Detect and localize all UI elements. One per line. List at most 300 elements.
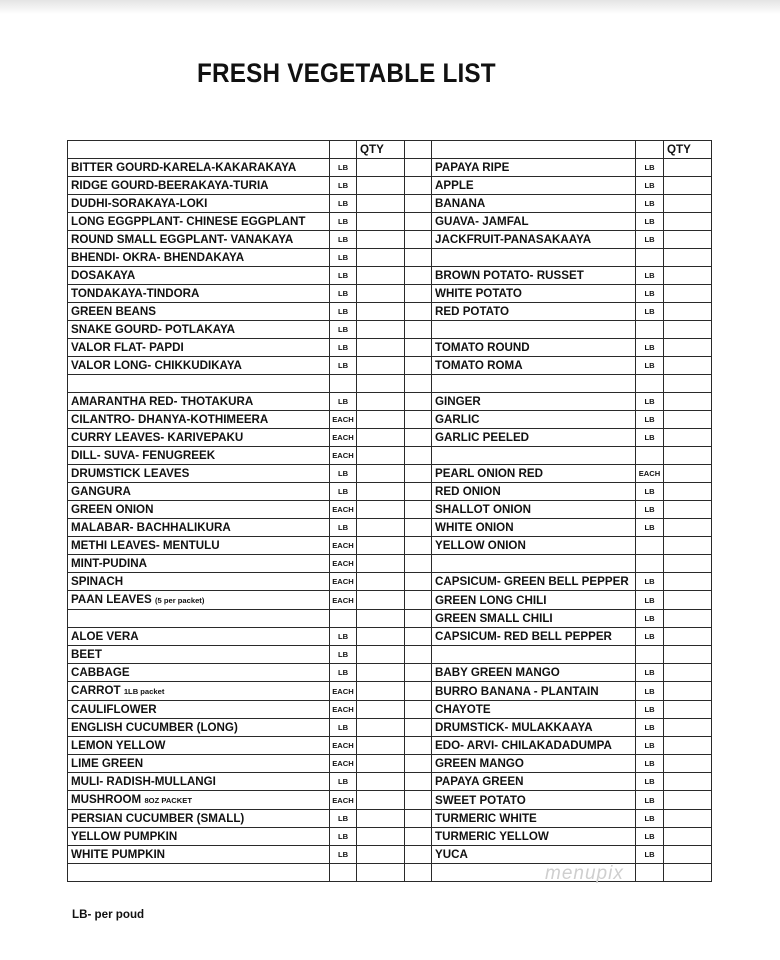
item-name-left (68, 846, 330, 864)
unit-right: LB (636, 573, 664, 591)
unit-left: LB (330, 519, 357, 537)
qty-cell-right[interactable] (664, 628, 712, 646)
item-name-right: APPLE (432, 177, 636, 195)
unit-left: LB (330, 828, 357, 846)
qty-cell-right[interactable] (664, 411, 712, 429)
unit-right: LB (636, 339, 664, 357)
table-row (68, 773, 712, 791)
qty-cell-left[interactable] (357, 177, 405, 195)
item-name-text: BHENDI- OKRA- BHENDAKAYA (71, 251, 245, 264)
header-blank-cell (68, 141, 330, 159)
qty-header-right: QTY (664, 141, 712, 159)
spacer-cell (405, 828, 432, 846)
qty-cell-left[interactable] (357, 828, 405, 846)
table-row (68, 285, 712, 303)
table-row (68, 719, 712, 737)
qty-cell-left[interactable] (357, 231, 405, 249)
spacer-cell (405, 195, 432, 213)
item-name-left (68, 610, 330, 628)
item-name-right: RED ONION (432, 483, 636, 501)
qty-cell-right[interactable] (664, 231, 712, 249)
unit-left: LB (330, 646, 357, 664)
spacer-cell (405, 483, 432, 501)
item-name-right: GARLIC (432, 411, 636, 429)
item-name-text: ENGLISH CUCUMBER (LONG) (71, 721, 238, 734)
item-name-left (68, 755, 330, 773)
qty-cell-left[interactable] (357, 610, 405, 628)
unit-right (636, 447, 664, 465)
item-name-right: TOMATO ROUND (432, 339, 636, 357)
unit-left: LB (330, 303, 357, 321)
qty-cell-left[interactable] (357, 159, 405, 177)
item-name-left (68, 810, 330, 828)
spacer-cell (405, 231, 432, 249)
item-name-text: PAAN LEAVES (71, 593, 152, 606)
qty-cell-left[interactable] (357, 321, 405, 339)
item-name-left (68, 791, 330, 810)
spacer-cell (405, 737, 432, 755)
qty-cell-left[interactable] (357, 810, 405, 828)
unit-right (636, 555, 664, 573)
item-name-left (68, 411, 330, 429)
spacer-cell (405, 267, 432, 285)
qty-cell-right[interactable] (664, 846, 712, 864)
qty-cell-right[interactable] (664, 303, 712, 321)
qty-cell-left[interactable] (357, 737, 405, 755)
unit-left: EACH (330, 537, 357, 555)
table-row (68, 555, 712, 573)
unit-right: LB (636, 483, 664, 501)
item-name-left (68, 267, 330, 285)
unit-right (636, 249, 664, 267)
qty-cell-left[interactable] (357, 393, 405, 411)
unit-right: LB (636, 357, 664, 375)
unit-left: LB (330, 357, 357, 375)
unit-left: LB (330, 213, 357, 231)
unit-left: EACH (330, 755, 357, 773)
item-name-right: BABY GREEN MANGO (432, 664, 636, 682)
item-pack-note: 8OZ PACKET (144, 796, 192, 805)
table-row (68, 249, 712, 267)
unit-left: LB (330, 285, 357, 303)
item-name-text: CARROT (71, 684, 121, 697)
qty-cell-right[interactable] (664, 591, 712, 610)
unit-right: LB (636, 159, 664, 177)
unit-left (330, 610, 357, 628)
vegetable-table (67, 140, 712, 882)
item-name-right: WHITE ONION (432, 519, 636, 537)
item-name-text: AMARANTHA RED- THOTAKURA (71, 395, 254, 408)
item-name-left (68, 483, 330, 501)
unit-left: EACH (330, 701, 357, 719)
unit-left: LB (330, 810, 357, 828)
item-name-text: LIME GREEN (71, 757, 144, 770)
qty-cell-left[interactable] (357, 285, 405, 303)
item-name-text: ROUND SMALL EGGPLANT- VANAKAYA (71, 233, 294, 246)
table-row (68, 213, 712, 231)
item-name-text: VALOR LONG- CHIKKUDIKAYA (71, 359, 242, 372)
item-name-left (68, 646, 330, 664)
qty-cell-left[interactable] (357, 573, 405, 591)
spacer-cell (405, 177, 432, 195)
item-name-text: SNAKE GOURD- POTLAKAYA (71, 323, 236, 336)
item-name-right: DRUMSTICK- MULAKKAAYA (432, 719, 636, 737)
item-name-left (68, 682, 330, 701)
item-name-text: BITTER GOURD-KARELA-KAKARAKAYA (71, 161, 297, 174)
qty-cell-right[interactable] (664, 195, 712, 213)
header-row (68, 141, 712, 159)
qty-cell-right[interactable] (664, 393, 712, 411)
item-name-left (68, 537, 330, 555)
item-name-right: PEARL ONION RED (432, 465, 636, 483)
table-row (68, 701, 712, 719)
spacer-cell (405, 519, 432, 537)
unit-right: LB (636, 719, 664, 737)
qty-cell-right[interactable] (664, 357, 712, 375)
spacer-cell (405, 610, 432, 628)
unit-left: LB (330, 483, 357, 501)
qty-cell-left[interactable] (357, 864, 405, 882)
qty-cell-right[interactable] (664, 429, 712, 447)
item-name-text: CABBAGE (71, 666, 130, 679)
item-name-left (68, 375, 330, 393)
table-row (68, 375, 712, 393)
spacer-cell (405, 429, 432, 447)
qty-cell-left[interactable] (357, 701, 405, 719)
qty-cell-left[interactable] (357, 447, 405, 465)
spacer-cell (405, 537, 432, 555)
qty-cell-right[interactable] (664, 321, 712, 339)
qty-cell-right[interactable] (664, 664, 712, 682)
spacer-cell (405, 573, 432, 591)
unit-left: LB (330, 339, 357, 357)
item-name-text: RIDGE GOURD-BEERAKAYA-TURIA (71, 179, 269, 192)
table-row (68, 682, 712, 701)
item-name-text: LONG EGGPPLANT- CHINESE EGGPLANT (71, 215, 306, 228)
item-name-text: PERSIAN CUCUMBER (SMALL) (71, 812, 245, 825)
table-row (68, 846, 712, 864)
item-name-right: YUCA (432, 846, 636, 864)
unit-left: LB (330, 321, 357, 339)
qty-cell-left[interactable] (357, 719, 405, 737)
unit-right: LB (636, 846, 664, 864)
spacer-cell (405, 375, 432, 393)
qty-cell-right[interactable] (664, 719, 712, 737)
unit-right: LB (636, 701, 664, 719)
qty-cell-right[interactable] (664, 285, 712, 303)
qty-cell-right[interactable] (664, 537, 712, 555)
item-name-right (432, 321, 636, 339)
spacer-cell (405, 285, 432, 303)
spacer-cell (405, 393, 432, 411)
table-row (68, 791, 712, 810)
unit-right: LB (636, 755, 664, 773)
item-name-left (68, 339, 330, 357)
qty-cell-right[interactable] (664, 483, 712, 501)
item-name-text: GREEN BEANS (71, 305, 157, 318)
item-name-text: DOSAKAYA (71, 269, 136, 282)
unit-left: EACH (330, 429, 357, 447)
item-name-left (68, 555, 330, 573)
header-blank-cell (636, 141, 664, 159)
item-name-right: TOMATO ROMA (432, 357, 636, 375)
table-row (68, 411, 712, 429)
unit-right: LB (636, 267, 664, 285)
qty-cell-left[interactable] (357, 682, 405, 701)
unit-right: LB (636, 195, 664, 213)
item-name-text: MUSHROOM (71, 793, 142, 806)
qty-cell-left[interactable] (357, 501, 405, 519)
qty-cell-right[interactable] (664, 159, 712, 177)
qty-cell-left[interactable] (357, 429, 405, 447)
item-name-right: BURRO BANANA - PLANTAIN (432, 682, 636, 701)
item-name-right: TURMERIC YELLOW (432, 828, 636, 846)
item-name-left (68, 864, 330, 882)
item-pack-note: (5 per packet) (154, 596, 205, 605)
spacer-cell (405, 501, 432, 519)
qty-cell-right[interactable] (664, 375, 712, 393)
qty-cell-left[interactable] (357, 646, 405, 664)
item-name-left (68, 701, 330, 719)
spacer-cell (405, 701, 432, 719)
item-name-text: METHI LEAVES- MENTULU (71, 539, 220, 552)
qty-cell-right[interactable] (664, 810, 712, 828)
item-name-left (68, 501, 330, 519)
qty-cell-left[interactable] (357, 664, 405, 682)
qty-cell-right[interactable] (664, 447, 712, 465)
table-row (68, 646, 712, 664)
qty-cell-left[interactable] (357, 249, 405, 267)
qty-cell-right[interactable] (664, 828, 712, 846)
page-top-shadow (0, 0, 780, 14)
item-name-right: BROWN POTATO- RUSSET (432, 267, 636, 285)
item-name-left (68, 465, 330, 483)
spacer-cell (405, 682, 432, 701)
qty-cell-left[interactable] (357, 591, 405, 610)
unit-left: LB (330, 249, 357, 267)
qty-cell-right[interactable] (664, 646, 712, 664)
unit-left: LB (330, 195, 357, 213)
header-blank-cell (330, 141, 357, 159)
item-name-right (432, 555, 636, 573)
qty-cell-left[interactable] (357, 846, 405, 864)
qty-cell-right[interactable] (664, 249, 712, 267)
unit-left: EACH (330, 555, 357, 573)
unit-legend-note: LB- per poud (72, 908, 145, 921)
page-title: FRESH VEGETABLE LIST (197, 58, 496, 88)
spacer-cell (405, 664, 432, 682)
table-row (68, 465, 712, 483)
qty-cell-left[interactable] (357, 357, 405, 375)
item-name-text: GREEN ONION (71, 503, 154, 516)
qty-cell-left[interactable] (357, 773, 405, 791)
item-name-left (68, 357, 330, 375)
qty-cell-right[interactable] (664, 177, 712, 195)
item-name-right: CHAYOTE (432, 701, 636, 719)
item-name-right: YELLOW ONION (432, 537, 636, 555)
spacer-cell (405, 846, 432, 864)
qty-cell-right[interactable] (664, 755, 712, 773)
item-name-text: DUDHI-SORAKAYA-LOKI (71, 197, 208, 210)
item-name-right: PAPAYA GREEN (432, 773, 636, 791)
table-row (68, 573, 712, 591)
qty-cell-left[interactable] (357, 195, 405, 213)
qty-cell-left[interactable] (357, 267, 405, 285)
qty-cell-left[interactable] (357, 483, 405, 501)
table-row (68, 501, 712, 519)
qty-cell-right[interactable] (664, 737, 712, 755)
table-row (68, 267, 712, 285)
unit-right: LB (636, 429, 664, 447)
item-name-left (68, 447, 330, 465)
qty-cell-right[interactable] (664, 501, 712, 519)
unit-right: LB (636, 591, 664, 610)
qty-cell-right[interactable] (664, 701, 712, 719)
qty-cell-right[interactable] (664, 339, 712, 357)
qty-cell-right[interactable] (664, 555, 712, 573)
item-name-left (68, 773, 330, 791)
qty-cell-left[interactable] (357, 537, 405, 555)
qty-header-left: QTY (357, 141, 405, 159)
qty-cell-left[interactable] (357, 791, 405, 810)
item-name-left (68, 519, 330, 537)
qty-cell-right[interactable] (664, 465, 712, 483)
qty-cell-right[interactable] (664, 610, 712, 628)
unit-right: LB (636, 610, 664, 628)
spacer-cell (405, 249, 432, 267)
unit-left: LB (330, 846, 357, 864)
qty-cell-left[interactable] (357, 339, 405, 357)
item-name-right (432, 249, 636, 267)
item-name-text: TONDAKAYA-TINDORA (71, 287, 200, 300)
unit-left: EACH (330, 791, 357, 810)
item-name-left (68, 213, 330, 231)
unit-left: EACH (330, 411, 357, 429)
qty-cell-right[interactable] (664, 864, 712, 882)
table-row (68, 483, 712, 501)
table-row (68, 231, 712, 249)
table-row (68, 519, 712, 537)
spacer-cell (405, 321, 432, 339)
unit-right: LB (636, 682, 664, 701)
qty-cell-right[interactable] (664, 213, 712, 231)
item-name-left (68, 429, 330, 447)
unit-right: LB (636, 737, 664, 755)
unit-left (330, 375, 357, 393)
item-name-text: MULI- RADISH-MULLANGI (71, 775, 216, 788)
spacer-cell (405, 465, 432, 483)
unit-right (636, 321, 664, 339)
unit-right (636, 375, 664, 393)
qty-cell-right[interactable] (664, 773, 712, 791)
unit-left: LB (330, 393, 357, 411)
item-name-left (68, 195, 330, 213)
spacer-cell (405, 591, 432, 610)
unit-right: LB (636, 628, 664, 646)
spacer-cell (405, 159, 432, 177)
qty-cell-right[interactable] (664, 519, 712, 537)
spacer-cell (405, 555, 432, 573)
unit-right: LB (636, 501, 664, 519)
qty-cell-left[interactable] (357, 375, 405, 393)
unit-right (636, 537, 664, 555)
unit-left: EACH (330, 573, 357, 591)
item-name-left (68, 249, 330, 267)
qty-cell-left[interactable] (357, 465, 405, 483)
unit-right: EACH (636, 465, 664, 483)
qty-cell-left[interactable] (357, 519, 405, 537)
table-row (68, 393, 712, 411)
unit-left: EACH (330, 591, 357, 610)
item-name-right: GREEN MANGO (432, 755, 636, 773)
unit-left: LB (330, 773, 357, 791)
table-row (68, 321, 712, 339)
table-row (68, 610, 712, 628)
item-name-right (432, 447, 636, 465)
unit-right: LB (636, 303, 664, 321)
item-name-right: TURMERIC WHITE (432, 810, 636, 828)
item-name-right: BANANA (432, 195, 636, 213)
table-row (68, 591, 712, 610)
table-row (68, 755, 712, 773)
qty-cell-left[interactable] (357, 213, 405, 231)
unit-left: LB (330, 664, 357, 682)
unit-right: LB (636, 213, 664, 231)
unit-right: LB (636, 177, 664, 195)
item-name-left (68, 664, 330, 682)
qty-cell-right[interactable] (664, 573, 712, 591)
qty-cell-right[interactable] (664, 791, 712, 810)
item-name-right: GARLIC PEELED (432, 429, 636, 447)
spacer-cell (405, 213, 432, 231)
unit-left: LB (330, 719, 357, 737)
qty-cell-left[interactable] (357, 303, 405, 321)
item-name-right: EDO- ARVI- CHILAKADADUMPA (432, 737, 636, 755)
item-name-left (68, 393, 330, 411)
item-name-right: JACKFRUIT-PANASAKAAYA (432, 231, 636, 249)
item-name-text: YELLOW PUMPKIN (71, 830, 178, 843)
table-row (68, 810, 712, 828)
table-row (68, 447, 712, 465)
unit-left: LB (330, 628, 357, 646)
spacer-cell (405, 791, 432, 810)
unit-left: EACH (330, 447, 357, 465)
item-name-text: WHITE PUMPKIN (71, 848, 166, 861)
qty-cell-left[interactable] (357, 411, 405, 429)
unit-left (330, 864, 357, 882)
qty-cell-right[interactable] (664, 682, 712, 701)
spacer-cell (405, 303, 432, 321)
item-name-left (68, 573, 330, 591)
watermark: menupix (545, 863, 624, 884)
item-name-right: SHALLOT ONION (432, 501, 636, 519)
spacer-cell (405, 447, 432, 465)
unit-left: LB (330, 159, 357, 177)
item-name-left (68, 231, 330, 249)
qty-cell-left[interactable] (357, 755, 405, 773)
unit-right (636, 646, 664, 664)
unit-right: LB (636, 519, 664, 537)
unit-right: LB (636, 664, 664, 682)
spacer-cell (405, 810, 432, 828)
qty-cell-right[interactable] (664, 267, 712, 285)
unit-right: LB (636, 791, 664, 810)
unit-left: EACH (330, 501, 357, 519)
item-name-left (68, 828, 330, 846)
qty-cell-left[interactable] (357, 555, 405, 573)
unit-right: LB (636, 773, 664, 791)
qty-cell-left[interactable] (357, 628, 405, 646)
